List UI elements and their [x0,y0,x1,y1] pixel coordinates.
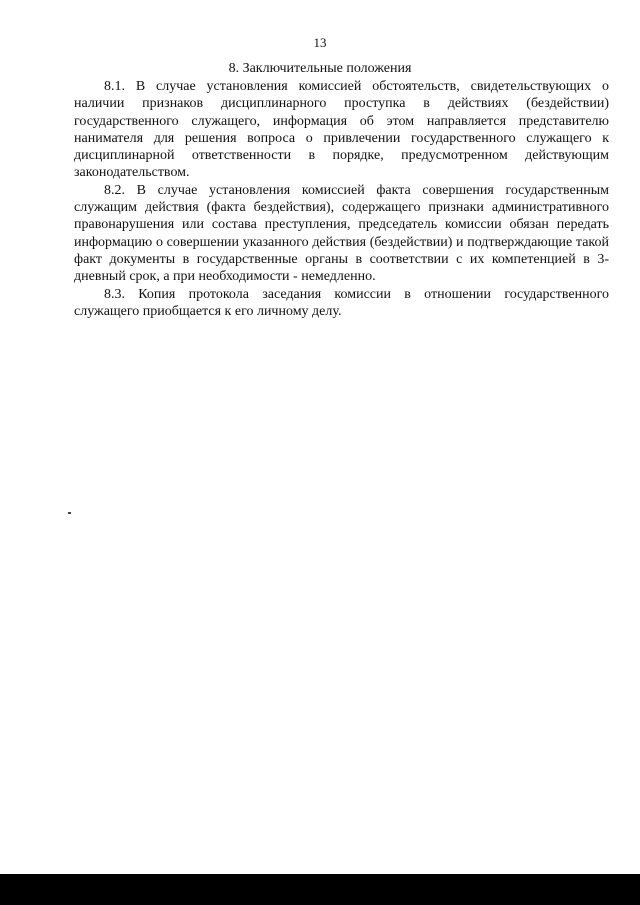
scan-speck [68,512,71,514]
paragraph-8-3: 8.3. Копия протокола заседания комиссии в отношении государственного служащего приобщается к его личному делу. [74,286,609,319]
scan-bottom-band [0,874,640,905]
paragraph-8-2: 8.2. В случае установления комиссией факта совершения государственным служащим действия (факта бездействия), содержащего признаки административного правонарушения или состава преступления, председатель комиссии обязан передать информацию о совершении указанного действия (бездействии) и подтверждающие такой факт документы в государственные органы в соответствии с их компетенцией в 3-дневный срок, а при необходимости - немедленно. [74,182,609,285]
page-number: 13 [313,35,327,50]
section-heading: 8. Заключительные положения [228,61,412,76]
document-body [74,78,609,320]
paragraph-8-1: 8.1. В случае установления комиссией обстоятельств, свидетельствующих о наличии признаков дисциплинарного проступка в действиях (бездействии) государственного служащего, информация об этом направляется представителю нанимателя для решения вопроса о привлечении государственного служащего к дисциплинарной ответственности в порядке, предусмотренном действующим законодательством. [74,79,609,181]
